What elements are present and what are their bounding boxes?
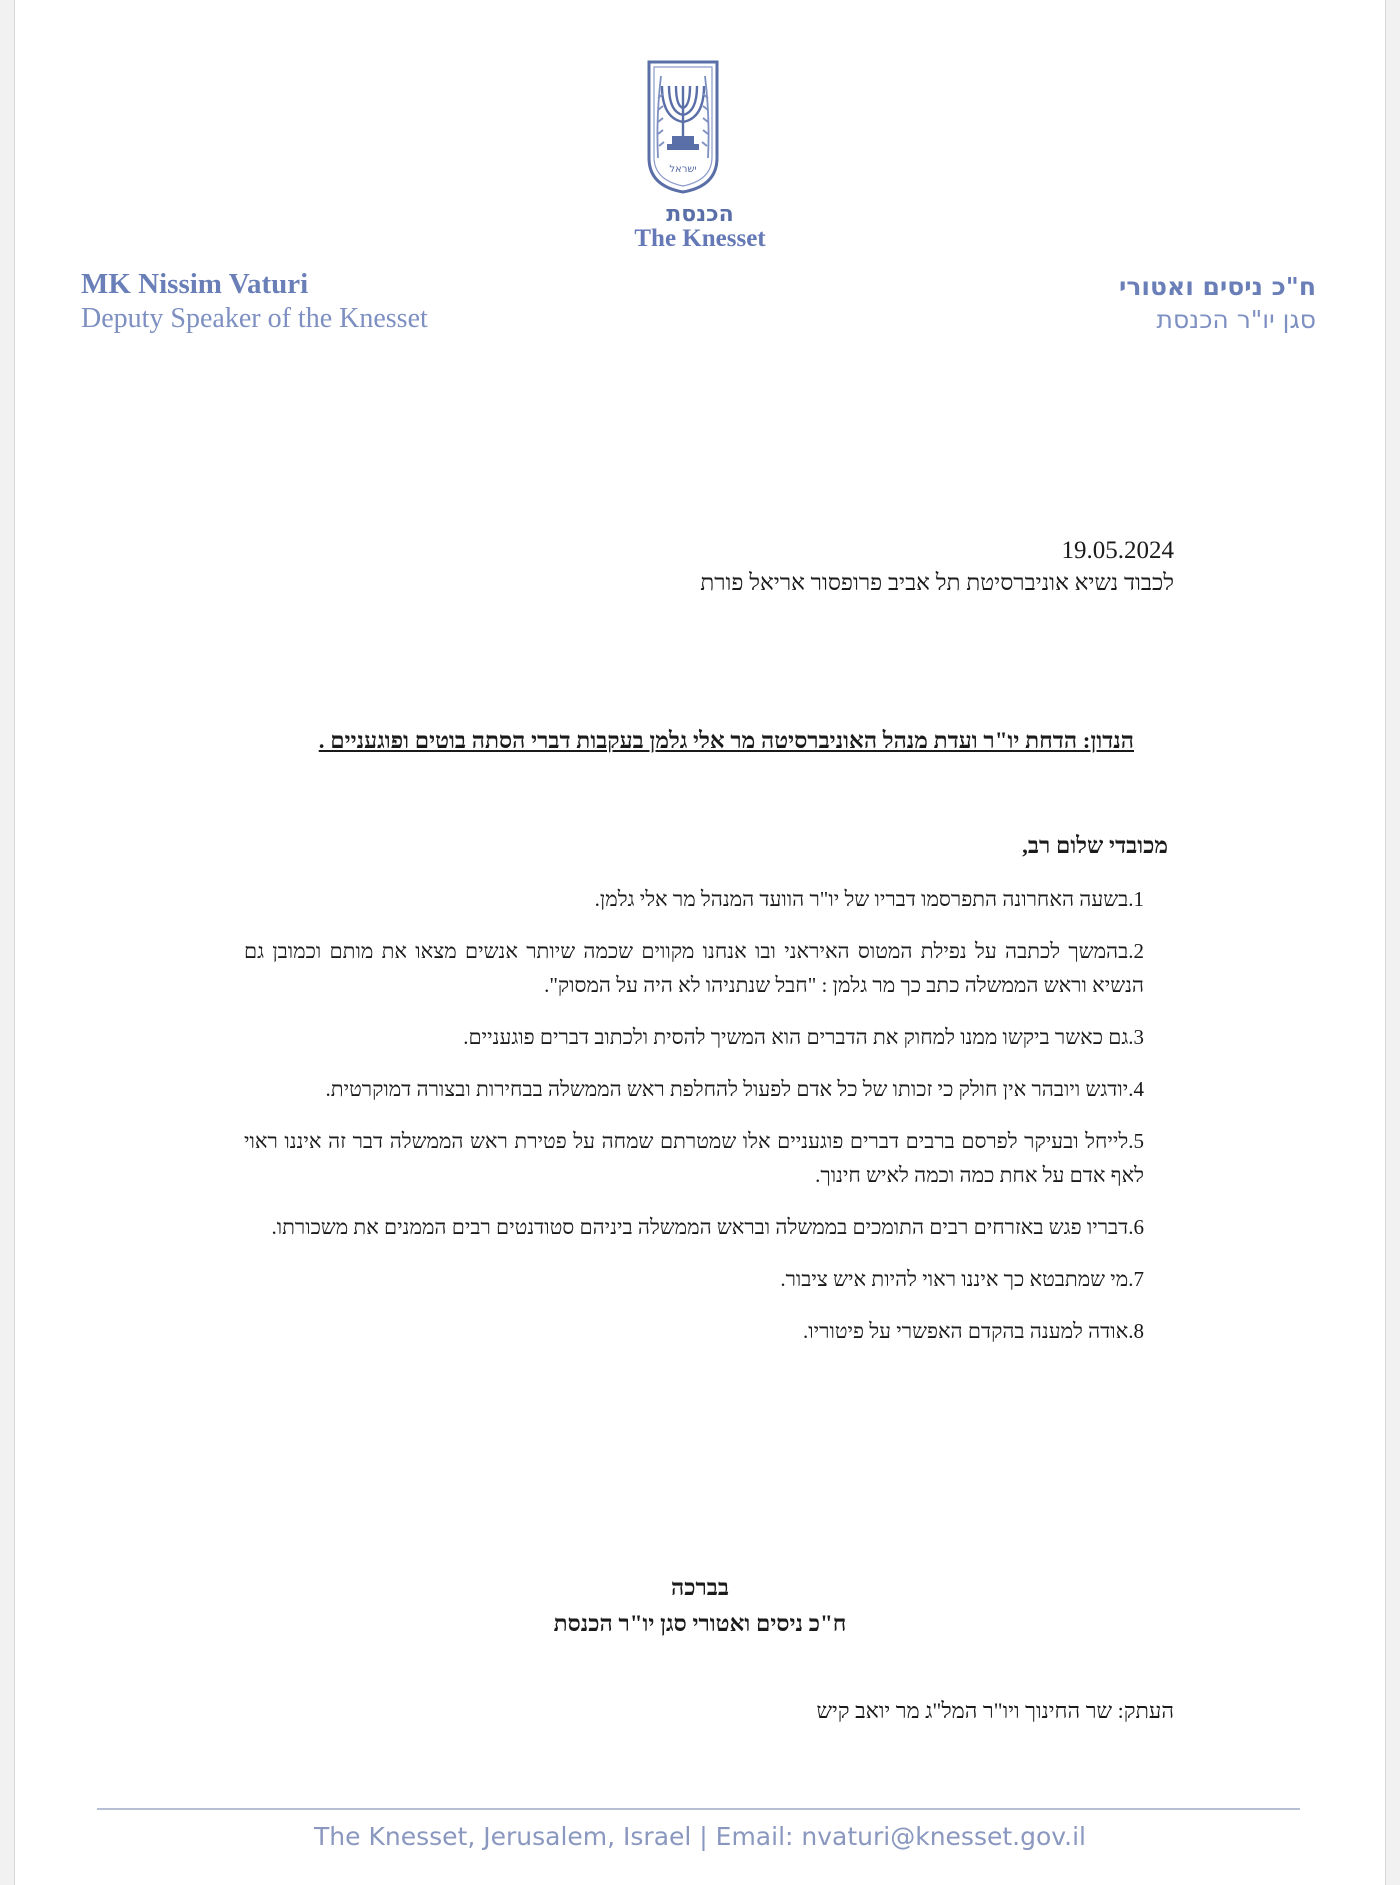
list-item: 3.גם כאשר ביקשו ממנו למחוק את הדברים הוא המשיך להסית ולכתוב דברים פוגעניים.: [463, 1025, 1144, 1049]
mk-name-english: MK Nissim Vaturi: [81, 268, 309, 300]
list-item: 2.בהמשך לכתבה על נפילת המטוס האיראני ובו אנחנו מקווים שכמה שיותר אנשים מצאו את מותם וכמובן גם הנשיא וראש הממשלה כתב כך מר גלמן : "חבל שנתניהו לא היה על המסוק".: [244, 939, 1144, 997]
emblem-caption: ישראל: [669, 164, 697, 175]
org-name-hebrew: הכנסת: [666, 202, 734, 227]
org-name-english: The Knesset: [634, 225, 766, 252]
letter-subject: הנדון: הדחת יו"ר ועדת מנהל האוניברסיטה מר אלי גלמן בעקבות דברי הסתה בוטים ופוגעניים .: [318, 728, 1134, 753]
footer-divider: [97, 1808, 1300, 1810]
footer-contact: The Knesset, Jerusalem, Israel | Email: nvaturi@knesset.gov.il: [314, 1822, 1086, 1851]
list-item: 7.מי שמתבטא כך איננו ראוי להיות איש ציבור.: [780, 1267, 1144, 1291]
list-item: 5.לייחל ובעיקר לפרסם ברבים דברים פוגעניים אלו שמטרתם שמחה על פטירת ראש הממשלה דבר זה איננו ראוי לאף אדם על אחת כמה וכמה לאיש חינוך.: [244, 1129, 1144, 1187]
mk-title-english: Deputy Speaker of the Knesset: [81, 303, 428, 334]
letter-signature: ח"כ ניסים ואטורי סגן יו"ר הכנסת: [553, 1611, 847, 1636]
knesset-emblem-icon: [645, 58, 721, 194]
mk-name-hebrew: ח"כ ניסים ואטורי: [1119, 272, 1316, 301]
letter-items-list: [244, 882, 1144, 1366]
list-item: 8.אודה למענה בהקדם האפשרי על פיטוריו.: [803, 1319, 1144, 1343]
mk-title-hebrew: סגן יו"ר הכנסת: [1156, 305, 1316, 334]
list-item: 4.יודגש ויובהר אין חולק כי זכותו של כל אדם לפעול להחלפת ראש הממשלה בבחירות ובצורה דמוקרטית.: [325, 1077, 1144, 1101]
letter-recipient: לכבוד נשיא אוניברסיטת תל אביב פרופסור אריאל פורת: [700, 570, 1174, 595]
list-item: 6.דבריו פגש באזרחים רבים התומכים בממשלה ובראש הממשלה ביניהם סטודנטים רבים הממנים את משכורתו.: [271, 1215, 1144, 1239]
letter-date: 19.05.2024: [1061, 537, 1174, 564]
letter-greeting: מכובדי שלום רב,: [1022, 833, 1168, 858]
list-item: 1.בשעה האחרונה התפרסמו דבריו של יו"ר הוועד המנהל מר אלי גלמן.: [594, 887, 1144, 911]
letter-cc: העתק: שר החינוך ויו"ר המל"ג מר יואב קיש: [816, 1698, 1174, 1723]
letter-closing: בברכה: [671, 1575, 729, 1600]
